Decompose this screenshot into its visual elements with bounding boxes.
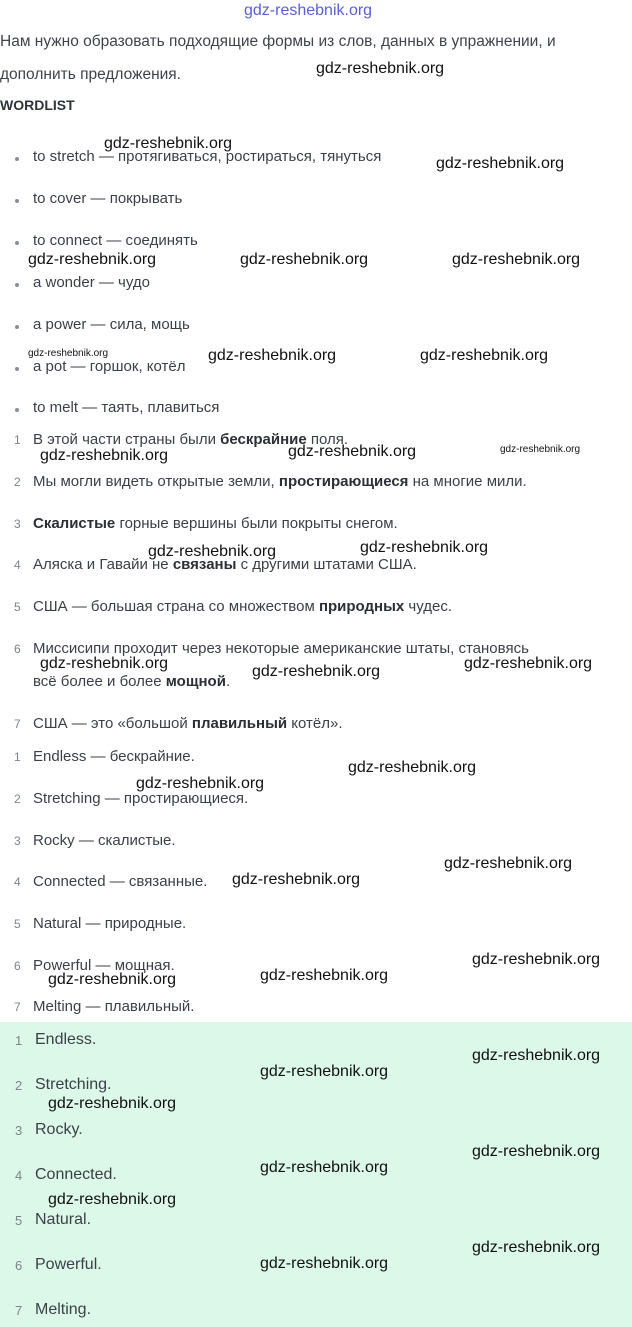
item-number: 6 [14,959,21,973]
watermark: gdz-reshebnik.org [28,348,109,359]
bullet-icon [15,199,19,203]
translation: Natural — природные. [33,915,187,932]
watermark: gdz-reshebnik.org [436,155,565,172]
wordlist-item: to stretch — протягиваться, ростираться, тянуться [33,148,382,165]
sentence: США — большая страна со множеством природных чудес. [33,598,452,615]
wordlist-item: to connect — соединять [33,232,198,249]
item-number: 1 [14,433,21,447]
watermark: gdz-reshebnik.org [464,655,593,672]
watermark: gdz-reshebnik.org [472,1047,601,1064]
item-number: 4 [14,558,21,572]
watermark: gdz-reshebnik.org [40,447,169,464]
item-number: 3 [15,1123,23,1138]
translation: Connected — связанные. [33,873,208,890]
translation: Powerful — мощная. [33,957,175,974]
wordlist-item: to cover — покрывать [33,190,183,207]
watermark: gdz-reshebnik.org [260,1063,389,1080]
watermark: gdz-reshebnik.org [316,60,445,77]
answer: Powerful. [35,1256,102,1273]
watermark: gdz-reshebnik.org [40,655,169,672]
item-number: 7 [15,1303,23,1318]
watermark: gdz-reshebnik.org [500,444,581,455]
watermark: gdz-reshebnik.org [136,775,265,792]
item-number: 5 [14,917,21,931]
bullet-icon [15,157,19,161]
answer: Natural. [35,1211,92,1228]
item-number: 5 [15,1213,23,1228]
sentence-line: Миссисипи проходит через некоторые американские штаты, становясь [33,640,529,657]
sentence: Скалистые горные вершины были покрыты снегом. [33,515,398,532]
wordlist-title: WORDLIST [0,97,75,113]
item-number: 1 [14,750,21,764]
answer: Connected. [35,1166,117,1183]
sentence: Мы могли видеть открытые земли, простирающиеся на многие мили. [33,473,527,490]
translation: Melting — плавильный. [33,998,195,1015]
wordlist-item: a wonder — чудо [33,274,150,291]
wordlist-item: a power — сила, мощь [33,316,190,333]
watermark: gdz-reshebnik.org [240,251,369,268]
answer: Endless. [35,1031,97,1048]
watermark: gdz-reshebnik.org [348,759,477,776]
watermark: gdz-reshebnik.org [252,663,381,680]
item-number: 1 [15,1033,23,1048]
bullet-icon [15,241,19,245]
wordlist-item: a pot — горшок, котёл [33,358,186,375]
watermark: gdz-reshebnik.org [472,1143,601,1160]
watermark: gdz-reshebnik.org [288,443,417,460]
watermark: gdz-reshebnik.org [260,1255,389,1272]
item-number: 6 [15,1258,23,1273]
item-number: 7 [14,717,21,731]
item-number: 2 [15,1078,23,1093]
item-number: 4 [14,875,21,889]
item-number: 4 [15,1168,23,1183]
sentence: США — это «большой плавильный котёл». [33,715,343,732]
watermark: gdz-reshebnik.org [48,971,177,988]
translation: Rocky — скалистые. [33,832,176,849]
sentence: всё более и более мощной. [33,673,231,690]
watermark: gdz-reshebnik.org [48,1191,177,1208]
sentence: Аляска и Гавайи не связаны с другими штатами США. [33,556,417,573]
bullet-icon [15,408,19,412]
watermark: gdz-reshebnik.org [148,543,277,560]
watermark: gdz-reshebnik.org [360,539,489,556]
item-number: 3 [14,834,21,848]
item-number: 3 [14,517,21,531]
watermark: gdz-reshebnik.org [260,967,389,984]
sentence: В этой части страны были бескрайние поля. [33,431,349,448]
watermark: gdz-reshebnik.org [48,1095,177,1112]
answer: Rocky. [35,1121,83,1138]
watermark: gdz-reshebnik.org [472,1239,601,1256]
watermark: gdz-reshebnik.org [444,855,573,872]
watermark: gdz-reshebnik.org [208,347,337,364]
item-number: 2 [14,475,21,489]
watermark: gdz-reshebnik.org [452,251,581,268]
translation: Stretching — простирающиеся. [33,790,249,807]
watermark: gdz-reshebnik.org [28,251,157,268]
watermark: gdz-reshebnik.org [260,1159,389,1176]
item-number: 5 [14,600,21,614]
bullet-icon [15,325,19,329]
watermark: gdz-reshebnik.org [420,347,549,364]
item-number: 6 [14,642,21,656]
watermark: gdz-reshebnik.org [104,135,233,152]
item-number: 7 [14,1000,21,1014]
watermark: gdz-reshebnik.org [232,871,361,888]
intro-line-1: Нам нужно образовать подходящие формы из слов, данных в упражнении, и [0,33,556,50]
watermark: gdz-reshebnik.org [472,951,601,968]
intro-line-2: дополнить предложения. [0,66,181,83]
header-watermark: gdz-reshebnik.org [244,2,373,19]
answer: Melting. [35,1301,92,1318]
item-number: 2 [14,792,21,806]
translation: Endless — бескрайние. [33,748,195,765]
answer: Stretching. [35,1076,112,1093]
bullet-icon [15,283,19,287]
bullet-icon [15,367,19,371]
wordlist-item: to melt — таять, плавиться [33,399,220,416]
